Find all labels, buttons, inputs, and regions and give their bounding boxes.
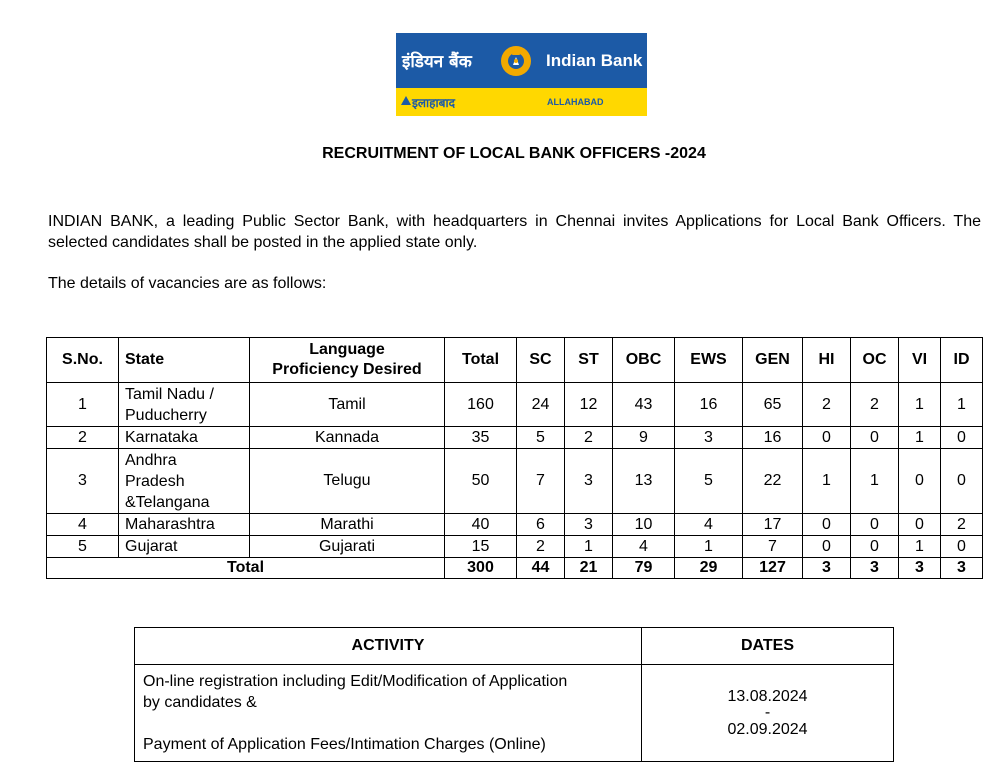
table-row xyxy=(47,427,983,449)
cell-id: 0 xyxy=(941,449,983,514)
cell-obc: 13 xyxy=(613,449,675,514)
cell-vi: 0 xyxy=(899,449,941,514)
table-row xyxy=(47,536,983,558)
cell-ews: 16 xyxy=(675,383,743,427)
intro-paragraph: INDIAN BANK, a leading Public Sector Bank, with headquarters in Chennai invites Applications for Local Bank Officers. The selected candidates shall be posted in the applied state only. xyxy=(48,213,981,251)
logo-english-name: Indian Bank xyxy=(546,51,643,70)
cell-state xyxy=(119,536,250,558)
cell-ews: 3 xyxy=(675,427,743,449)
cell-oc: 0 xyxy=(851,514,899,536)
cell-hi: 1 xyxy=(803,449,851,514)
cell-sc: 7 xyxy=(517,449,565,514)
cell-total: 35 xyxy=(445,427,517,449)
col-sno-header: S.No. xyxy=(47,338,119,383)
state-line: Karnataka xyxy=(125,429,198,446)
cell-sno: 4 xyxy=(47,514,119,536)
logo-sub-hindi: इलाहाबाद xyxy=(412,96,455,110)
total-vi: 3 xyxy=(899,558,941,579)
cell-vi: 1 xyxy=(899,427,941,449)
cell-sc: 5 xyxy=(517,427,565,449)
cell-ews: 5 xyxy=(675,449,743,514)
cell-vi: 0 xyxy=(899,514,941,536)
total-total: 300 xyxy=(445,558,517,579)
date-separator: - xyxy=(764,704,771,721)
activity-line: by candidates & xyxy=(143,694,257,711)
col-obc-header: OBC xyxy=(613,338,675,383)
total-sc: 44 xyxy=(517,558,565,579)
cell-gen: 65 xyxy=(743,383,803,427)
cell-oc: 0 xyxy=(851,427,899,449)
cell-language: Tamil xyxy=(250,383,445,427)
cell-state xyxy=(119,449,250,514)
cell-vi: 1 xyxy=(899,383,941,427)
total-label: Total xyxy=(47,558,445,579)
cell-obc: 9 xyxy=(613,427,675,449)
cell-language: Kannada xyxy=(250,427,445,449)
logo-triangle-icon xyxy=(401,96,411,105)
cell-total: 160 xyxy=(445,383,517,427)
activity-table xyxy=(134,627,894,762)
cell-gen: 16 xyxy=(743,427,803,449)
cell-total: 40 xyxy=(445,514,517,536)
activity-row xyxy=(135,665,894,762)
cell-obc: 10 xyxy=(613,514,675,536)
cell-obc: 4 xyxy=(613,536,675,558)
col-ews-header: EWS xyxy=(675,338,743,383)
cell-sc: 24 xyxy=(517,383,565,427)
date-start: 13.08.2024 xyxy=(727,688,808,705)
cell-hi: 2 xyxy=(803,383,851,427)
cell-total: 15 xyxy=(445,536,517,558)
activity-header-row xyxy=(135,628,894,665)
cell-sc: 2 xyxy=(517,536,565,558)
cell-state xyxy=(119,383,250,427)
cell-hi: 0 xyxy=(803,514,851,536)
activity-cell xyxy=(135,665,642,762)
language-header-line1: Language xyxy=(309,341,385,358)
col-hi-header: HI xyxy=(803,338,851,383)
cell-st: 2 xyxy=(565,427,613,449)
table-row xyxy=(47,514,983,536)
dates-header: DATES xyxy=(642,628,894,665)
total-id: 3 xyxy=(941,558,983,579)
cell-obc: 43 xyxy=(613,383,675,427)
table-row xyxy=(47,449,983,514)
cell-st: 1 xyxy=(565,536,613,558)
cell-hi: 0 xyxy=(803,536,851,558)
cell-sc: 6 xyxy=(517,514,565,536)
col-id-header: ID xyxy=(941,338,983,383)
cell-vi: 1 xyxy=(899,536,941,558)
cell-gen: 17 xyxy=(743,514,803,536)
state-line: Maharashtra xyxy=(125,516,215,533)
cell-state xyxy=(119,514,250,536)
col-state-header: State xyxy=(119,338,250,383)
col-sc-header: SC xyxy=(517,338,565,383)
state-line: &Telangana xyxy=(125,493,210,511)
cell-total: 50 xyxy=(445,449,517,514)
cell-sno: 1 xyxy=(47,383,119,427)
cell-sno: 2 xyxy=(47,427,119,449)
state-line: Puducherry xyxy=(125,406,207,424)
activity-header: ACTIVITY xyxy=(135,628,642,665)
col-st-header: ST xyxy=(565,338,613,383)
cell-id: 0 xyxy=(941,536,983,558)
total-st: 21 xyxy=(565,558,613,579)
logo-hindi-name: इंडियन बैंक xyxy=(402,52,472,72)
state-line: Gujarat xyxy=(125,538,178,555)
total-obc: 79 xyxy=(613,558,675,579)
total-row xyxy=(47,558,983,579)
indian-bank-logo xyxy=(396,33,647,116)
bank-emblem-icon xyxy=(498,41,534,81)
total-hi: 3 xyxy=(803,558,851,579)
cell-language: Telugu xyxy=(250,449,445,514)
cell-ews: 4 xyxy=(675,514,743,536)
dates-cell xyxy=(642,665,894,762)
cell-gen: 7 xyxy=(743,536,803,558)
language-header-line2: Proficiency Desired xyxy=(272,361,422,378)
table-row xyxy=(47,383,983,427)
cell-oc: 2 xyxy=(851,383,899,427)
logo-sub-english: ALLAHABAD xyxy=(547,97,604,107)
cell-language: Marathi xyxy=(250,514,445,536)
vacancy-table xyxy=(46,337,983,579)
total-gen: 127 xyxy=(743,558,803,579)
cell-st: 12 xyxy=(565,383,613,427)
activity-line: On-line registration including Edit/Modification of Application xyxy=(143,673,568,690)
cell-gen: 22 xyxy=(743,449,803,514)
cell-language: Gujarati xyxy=(250,536,445,558)
cell-oc: 1 xyxy=(851,449,899,514)
cell-oc: 0 xyxy=(851,536,899,558)
state-line: Pradesh xyxy=(125,472,185,490)
date-end: 02.09.2024 xyxy=(727,721,808,738)
col-vi-header: VI xyxy=(899,338,941,383)
cell-st: 3 xyxy=(565,514,613,536)
cell-ews: 1 xyxy=(675,536,743,558)
cell-id: 2 xyxy=(941,514,983,536)
cell-state xyxy=(119,427,250,449)
cell-id: 0 xyxy=(941,427,983,449)
cell-st: 3 xyxy=(565,449,613,514)
cell-hi: 0 xyxy=(803,427,851,449)
col-oc-header: OC xyxy=(851,338,899,383)
page-title: RECRUITMENT OF LOCAL BANK OFFICERS -2024 xyxy=(322,145,706,162)
col-language-header xyxy=(250,338,445,383)
col-gen-header: GEN xyxy=(743,338,803,383)
activity-line: Payment of Application Fees/Intimation Charges (Online) xyxy=(143,736,546,753)
total-oc: 3 xyxy=(851,558,899,579)
details-label: The details of vacancies are as follows: xyxy=(48,275,327,292)
cell-sno: 3 xyxy=(47,449,119,514)
state-line: Tamil Nadu / xyxy=(125,385,214,403)
cell-id: 1 xyxy=(941,383,983,427)
cell-sno: 5 xyxy=(47,536,119,558)
state-line: Andhra xyxy=(125,451,177,469)
total-ews: 29 xyxy=(675,558,743,579)
table-header-row xyxy=(47,338,983,383)
col-total-header: Total xyxy=(445,338,517,383)
